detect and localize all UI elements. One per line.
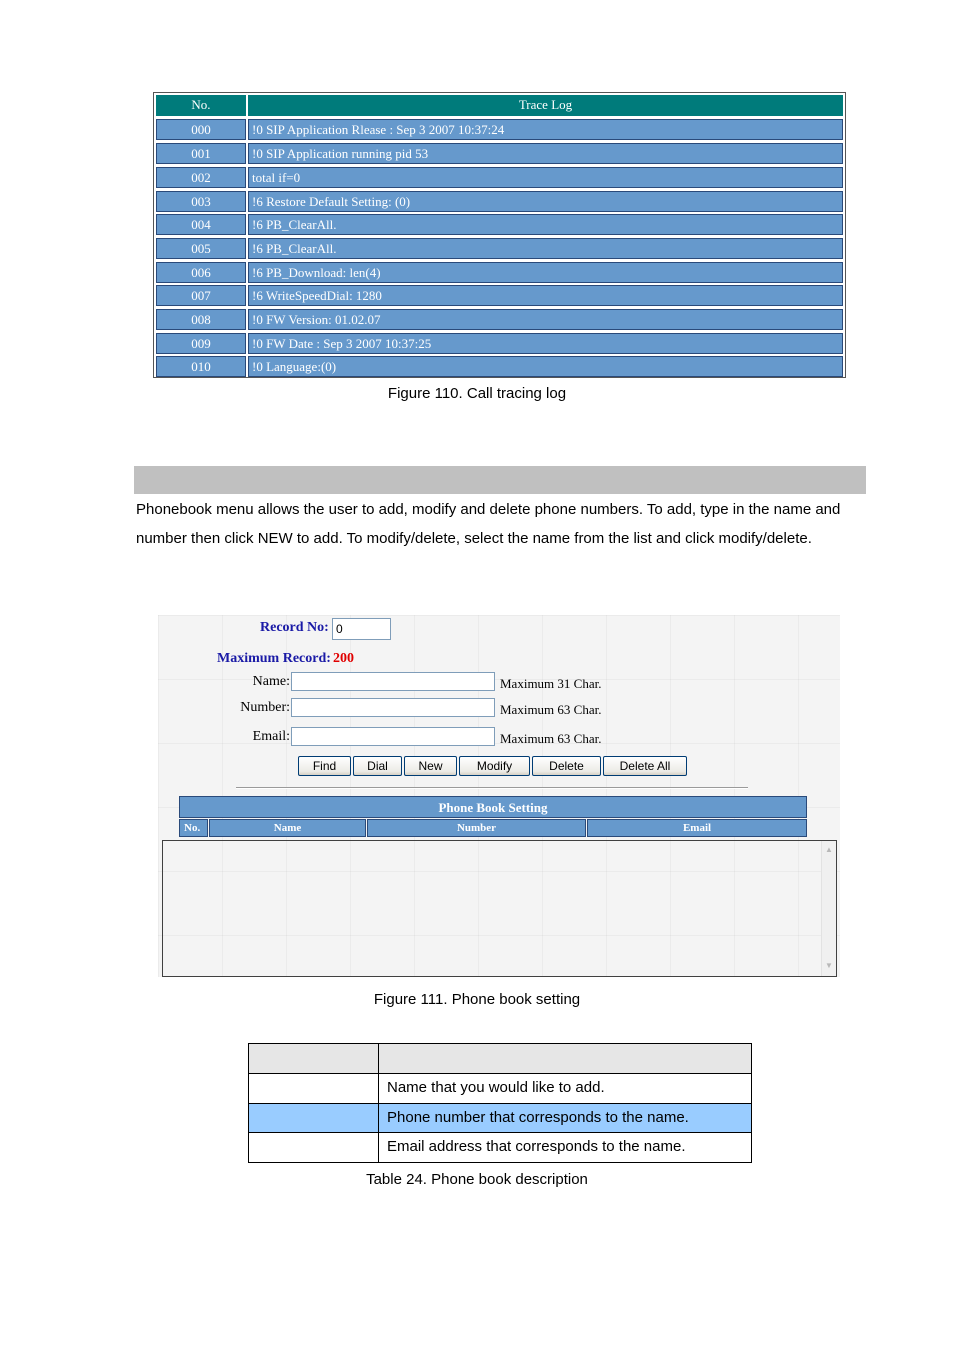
desc-header-description [378, 1043, 752, 1074]
section-heading-bar [134, 466, 866, 494]
trace-log-no: 003 [156, 191, 246, 212]
trace-log-no: 004 [156, 214, 246, 235]
trace-log-row [156, 262, 843, 283]
trace-log-entry: !6 Restore Default Setting: (0) [248, 191, 843, 212]
phonebook-table-title: Phone Book Setting [179, 796, 807, 818]
scroll-up-arrow-icon[interactable]: ▲ [825, 845, 833, 854]
max-record-value: 200 [333, 651, 354, 666]
name-input[interactable] [291, 672, 495, 691]
find-button[interactable]: Find [298, 756, 351, 776]
phonebook-table-header [179, 796, 807, 840]
trace-log-entry: total if=0 [248, 167, 843, 188]
trace-log-entry: !0 FW Date : Sep 3 2007 10:37:25 [248, 333, 843, 354]
name-label: Name: [252, 674, 290, 689]
trace-log-entry: !6 PB_ClearAll. [248, 238, 843, 259]
trace-log-entry: !0 FW Version: 01.02.07 [248, 309, 843, 330]
name-hint: Maximum 31 Char. [500, 676, 602, 691]
trace-log-row [156, 309, 843, 330]
column-header-name: Name [209, 819, 366, 837]
trace-log-row [156, 143, 843, 164]
trace-log-no: 009 [156, 333, 246, 354]
column-header-email: Email [587, 819, 807, 837]
trace-log-no: 000 [156, 119, 246, 140]
trace-log-no: 008 [156, 309, 246, 330]
trace-log-entry: !6 WriteSpeedDial: 1280 [248, 285, 843, 306]
desc-description-cell: Email address that corresponds to the name. [378, 1132, 752, 1163]
email-hint: Maximum 63 Char. [500, 731, 602, 746]
trace-log-row [156, 119, 843, 140]
trace-log-entry: !6 PB_ClearAll. [248, 214, 843, 235]
trace-log-no: 006 [156, 262, 246, 283]
trace-log-row [156, 356, 843, 377]
trace-log-header-row [156, 95, 843, 116]
phonebook-description-table [248, 1043, 752, 1163]
trace-log-table [153, 92, 846, 378]
column-header-number: Number [367, 819, 586, 837]
phonebook-intro-paragraph: Phonebook menu allows the user to add, modify and delete phone numbers. To add, type in the name and number then click NEW to add. To modify/delete, select the name from the list and click modify/delete. [136, 501, 841, 547]
record-no-input[interactable] [332, 618, 391, 640]
number-input[interactable] [291, 698, 495, 717]
number-label: Number: [240, 700, 290, 715]
trace-log-no: 005 [156, 238, 246, 259]
trace-log-entry: !0 SIP Application Rlease : Sep 3 2007 10:37:24 [248, 119, 843, 140]
desc-header-field [248, 1043, 379, 1074]
trace-log-no: 001 [156, 143, 246, 164]
email-input[interactable] [291, 727, 495, 746]
trace-log-row [156, 191, 843, 212]
trace-log-no: 002 [156, 167, 246, 188]
scroll-down-arrow-icon[interactable]: ▼ [825, 961, 833, 970]
desc-description-cell: Name that you would like to add. [378, 1073, 752, 1104]
desc-field-cell [248, 1103, 379, 1133]
column-header-no: No. [179, 819, 208, 837]
figure-111-caption: Figure 111. Phone book setting [373, 991, 581, 1008]
record-no-label: Record No: [260, 620, 329, 635]
max-record-label: Maximum Record: [217, 651, 331, 666]
modify-button[interactable]: Modify [459, 756, 530, 776]
email-label: Email: [252, 729, 290, 744]
table-24-caption: Table 24. Phone book description [366, 1171, 588, 1188]
trace-log-row [156, 285, 843, 306]
dial-button[interactable]: Dial [353, 756, 402, 776]
delete-all-button[interactable]: Delete All [603, 756, 687, 776]
delete-button[interactable]: Delete [532, 756, 601, 776]
trace-log-entry: !0 SIP Application running pid 53 [248, 143, 843, 164]
trace-log-header-no: No. [156, 95, 246, 116]
trace-log-row [156, 214, 843, 235]
desc-field-cell [248, 1073, 379, 1104]
trace-log-row [156, 238, 843, 259]
trace-log-row [156, 333, 843, 354]
number-hint: Maximum 63 Char. [500, 702, 602, 717]
list-scrollbar[interactable] [821, 841, 836, 976]
trace-log-no: 010 [156, 356, 246, 377]
trace-log-row [156, 167, 843, 188]
desc-description-cell: Phone number that corresponds to the name. [378, 1103, 752, 1133]
figure-110-caption: Figure 110. Call tracing log [387, 385, 567, 402]
desc-field-cell [248, 1132, 379, 1163]
trace-log-entry: !6 PB_Download: len(4) [248, 262, 843, 283]
phonebook-divider [236, 787, 748, 789]
trace-log-header-log: Trace Log [248, 95, 843, 116]
trace-log-entry: !0 Language:(0) [248, 356, 843, 377]
new-button[interactable]: New [404, 756, 457, 776]
phonebook-entry-list[interactable] [162, 840, 837, 977]
trace-log-no: 007 [156, 285, 246, 306]
